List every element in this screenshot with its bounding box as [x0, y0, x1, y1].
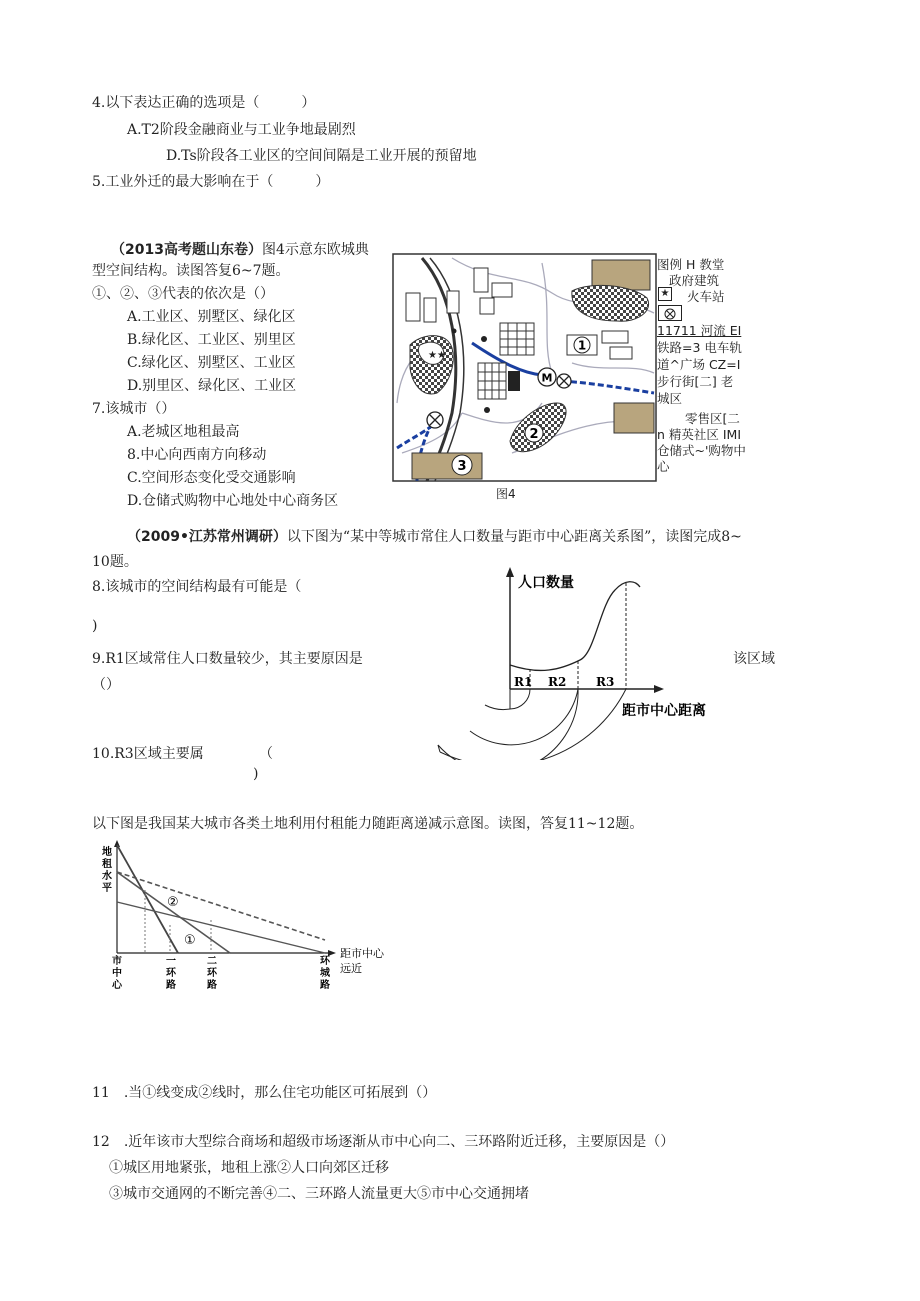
y-label-char: 租 — [102, 859, 112, 870]
q5-stem: 5.工业外迁的最大影响在于（ ） — [92, 174, 330, 190]
q9-stem: 9.R1区域常住人口数量较少，其主要原因是 — [92, 651, 363, 667]
map-legend-line: 政府建筑 — [669, 273, 720, 288]
zone-2-label: 2 — [529, 427, 539, 442]
svg-text:R1: R1 — [514, 675, 533, 689]
church — [508, 371, 520, 391]
q6-option: C.绿化区、别墅区、工业区 — [127, 355, 296, 371]
q4-option-d: D.Ts阶段各工业区的空间间隔是工业开展的预留地 — [166, 148, 477, 164]
q12-stem: 12 .近年该市大型综合商场和超级市场逐渐从市中心向二、三环路附近迁移，主要原因是（） — [92, 1134, 675, 1150]
map-caption: 图4 — [496, 487, 516, 501]
map-legend-line: 城区 — [657, 391, 683, 406]
xtick-char: 路 — [320, 980, 330, 991]
marker-1: ① — [184, 933, 196, 948]
xtick-char: 环 — [320, 956, 330, 967]
map-legend-line: 仓储式~'购物中 — [657, 443, 746, 458]
y-label-char: 平 — [102, 883, 112, 894]
city-structure-map — [392, 253, 657, 483]
station-icon — [658, 305, 682, 321]
pop-chart-xlabel: 距市中心距离 — [622, 703, 706, 719]
q9-paren: （） — [92, 677, 120, 693]
star-icon: ★ — [658, 287, 672, 301]
xtick-char: 路 — [207, 980, 217, 991]
population-curve — [510, 582, 640, 671]
group1-intro-line2: 型空间结构。读图答复6~7题。 — [92, 263, 290, 279]
ring-r1 — [510, 689, 530, 709]
retail-marker-icon — [557, 374, 571, 388]
q8-stem: 8.该城市的空间结构最有可能是（ — [92, 579, 302, 595]
population-distance-chart — [430, 565, 730, 760]
zone-3-label: 3 — [457, 459, 467, 474]
q4-option-a: A.T2阶段金融商业与工业争地最剧烈 — [127, 122, 356, 138]
group2-intro — [127, 528, 742, 546]
rent-curve-chart — [100, 840, 400, 1000]
q10-open: （ — [259, 746, 273, 762]
xtick-char: 环 — [166, 968, 176, 979]
xtick-char: 路 — [166, 980, 176, 991]
q6-option: B.绿化区、工业区、别里区 — [127, 332, 296, 348]
q7-stem: 7.该城市（） — [92, 401, 176, 417]
map-legend-line: 铁路=3 电车轨 — [657, 340, 742, 355]
xtick-char: 环 — [207, 968, 217, 979]
map-legend-line: n 精英社区 IMI — [657, 427, 742, 442]
map-legend-line: 道^广场 CZ=I — [657, 357, 741, 372]
industry-line — [117, 902, 325, 953]
q7-option: C.空间形态变化受交通影响 — [127, 470, 296, 486]
q7-option: 8.中心向西南方向移动 — [127, 447, 267, 463]
q4-stem: 4.以下表达正确的选项是（ ） — [92, 95, 316, 111]
svg-text:R3: R3 — [596, 675, 615, 689]
map-legend-line: 图例 H 教堂 — [657, 257, 725, 272]
rent-chart-xlabel-2: 远近 — [340, 962, 362, 975]
group1-intro — [111, 241, 369, 259]
y-label-char: 地 — [102, 847, 112, 858]
zone-1-label: 1 — [577, 338, 587, 353]
station-m-label: M — [541, 371, 553, 385]
map-legend-line: 步行街[二] 老 — [657, 374, 734, 389]
q9-right: 该区域 — [733, 651, 775, 667]
q10-close: ) — [253, 766, 259, 782]
xtick-char: 城 — [320, 968, 330, 979]
group2-source: （2009•江苏常州调研） — [127, 529, 287, 545]
q8-close: ) — [92, 618, 98, 634]
group1-source: （2013高考题山东卷） — [111, 242, 262, 258]
ring-r2 — [470, 689, 578, 745]
group2-intro-line2: 10题。 — [92, 554, 138, 570]
group1-intro-rest: 图4示意东欧城典 — [261, 242, 369, 258]
rent-chart-xlabel-1: 距市中心 — [340, 947, 384, 960]
ring-r3 — [438, 689, 578, 760]
marker-2: ② — [167, 895, 179, 910]
group2-intro-rest: 以下图为“某中等城市常住人口数量与距市中心距离关系图”，读图完成8~ — [286, 529, 742, 545]
group3-intro: 以下图是我国某大城市各类土地利用付租能力随距离递减示意图。读图，答复11~12题。 — [92, 816, 644, 832]
q10-stem: 10.R3区域主要属 — [92, 746, 204, 762]
map-legend-line: 火车站 — [687, 289, 725, 304]
svg-text:★★: ★★ — [428, 350, 446, 361]
q7-option: D.仓储式购物中心地处中心商务区 — [127, 493, 339, 509]
q7-option: A.老城区地租最高 — [127, 424, 240, 440]
xtick-char: 市 — [112, 956, 122, 967]
svg-text:R2: R2 — [548, 675, 567, 689]
xtick-char: 心 — [112, 980, 122, 991]
map-legend-line: 零售区[二 — [685, 411, 740, 426]
residential-line-1 — [117, 872, 230, 953]
q6-stem: ①、②、③代表的依次是（） — [92, 286, 274, 302]
q11-stem: 11 .当①线变成②线时，那么住宅功能区可拓展到（） — [92, 1085, 437, 1101]
y-label-char: 水 — [102, 871, 112, 882]
xtick-char: 二 — [207, 956, 217, 967]
region-tick-label — [596, 675, 614, 689]
map-legend-line: 11711 河流 EI — [657, 323, 742, 338]
q6-option: D.别里区、绿化区、工业区 — [127, 378, 297, 394]
xtick-char: 一 — [166, 956, 176, 967]
q12-line1: ①城区用地紧张，地租上涨②人口向郊区迁移 — [109, 1160, 389, 1176]
map-legend-line: 心 — [657, 459, 670, 474]
region-tick-label — [514, 675, 532, 689]
q6-option: A.工业区、别墅区、绿化区 — [127, 309, 296, 325]
retail-marker-icon — [427, 412, 443, 428]
q12-line2: ③城市交通网的不断完善④二、三环路人流量更大⑤市中心交通拥堵 — [109, 1186, 529, 1202]
residential-line-2 — [117, 872, 325, 940]
xtick-char: 中 — [112, 968, 122, 979]
region-tick-label — [548, 675, 566, 689]
pop-chart-ylabel: 人口数量 — [518, 575, 574, 591]
